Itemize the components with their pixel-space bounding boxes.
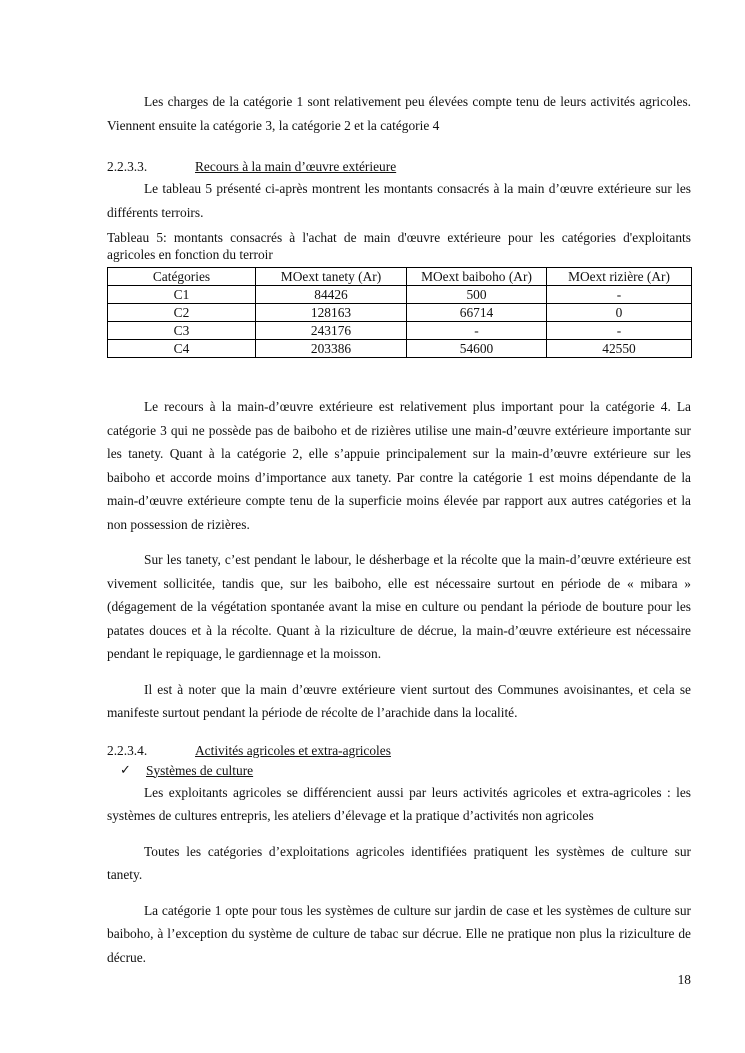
table-cell: 0: [547, 304, 692, 322]
table-cell: 84426: [256, 286, 407, 304]
subsection-heading: [120, 761, 691, 781]
table-cell: C2: [108, 304, 256, 322]
paragraph-categorie-1: La catégorie 1 opte pour tous les systèmes de culture sur jardin de case et les systèmes de culture sur baiboho, à l’exception du système de culture de tabac sur décrue. Elle ne pratique non plus la riziculture de décrue.: [107, 902, 691, 965]
table-cell: 54600: [407, 340, 547, 358]
table-caption: Tableau 5: montants consacrés à l'achat de main d'œuvre extérieure pour les catégories d'exploitants agricoles en fonction du terroir: [107, 230, 691, 262]
section-heading-activites: [107, 741, 691, 761]
section-title: Recours à la main d’œuvre extérieure: [195, 159, 397, 174]
table-row: [108, 286, 692, 304]
paragraph-communes: Il est à noter que la main d’œuvre extérieure vient surtout des Communes avoisinantes, et cela se manifeste surtout pendant la période de récolte de l’arachide dans la localité.: [107, 681, 691, 720]
table-cell: -: [547, 286, 692, 304]
table-row: [108, 340, 692, 358]
paragraph-recours: Le recours à la main-d’œuvre extérieure est relativement plus important pour la catégorie 4. La catégorie 3 qui ne possède pas de baiboho et de rizières utilise une main-d’œuvre extérieure importante sur les tanety. Quant à la catégorie 2, elle s’appuie principalement sur la main-d’œuvre extérieure sur les baiboho et accorde moins d’importance aux tanety. Par contre la catégorie 1 est moins dépendante de la main-d’œuvre extérieure compte tenu de la superficie moins élevée par rapport aux autres catégories et la non possession de rizières.: [107, 399, 691, 532]
table-cell: C4: [108, 340, 256, 358]
table-cell: 66714: [407, 304, 547, 322]
table-cell: -: [407, 322, 547, 340]
table-row: [108, 304, 692, 322]
table-header-row: [108, 268, 692, 286]
table-cell: C1: [108, 286, 256, 304]
paragraph-categories: Toutes les catégories d’exploitations agricoles identifiées pratiquent les systèmes de culture sur tanety.: [107, 843, 691, 882]
table-header-cell: Catégories: [108, 268, 256, 286]
table-cell: 42550: [547, 340, 692, 358]
paragraph-exploitants: Les exploitants agricoles se différencient aussi par leurs activités agricoles et extra-agricoles : les systèmes de cultures entrepris, les ateliers d’élevage et la pratique d’activités non agricoles: [107, 784, 691, 823]
section-title: Activités agricoles et extra-agricoles: [195, 742, 391, 758]
checkmark-icon: ✓: [120, 762, 131, 778]
table-cell: 128163: [256, 304, 407, 322]
table-header-cell: MOext rizière (Ar): [547, 268, 692, 286]
section-heading-recours: [107, 157, 691, 177]
mo-ext-table: [107, 267, 692, 358]
table-header-cell: MOext baiboho (Ar): [407, 268, 547, 286]
document-page: [107, 0, 691, 969]
section-number: 2.2.3.3.: [107, 159, 148, 174]
page-number: 18: [677, 972, 691, 987]
paragraph-intro: Les charges de la catégorie 1 sont relativement peu élevées compte tenu de leurs activités agricoles. Viennent ensuite la catégorie 3, la catégorie 2 et la catégorie 4: [107, 94, 691, 133]
subsection-title: Systèmes de culture: [146, 762, 254, 778]
table-cell: 500: [407, 286, 547, 304]
section-number: 2.2.3.4.: [107, 742, 148, 758]
paragraph-tanety: Sur les tanety, c’est pendant le labour, le désherbage et la récolte que la main-d’œuvre extérieure est vivement sollicitée, tandis que, sur les baiboho, elle est nécessaire surtout en période de « mibara » (dégagement de la végétation spontanée avant la mise en culture ou pendant la période de bouture pour les patates douces et à la récolte. Quant à la riziculture de décrue, la main-d’œuvre extérieure est nécessaire pendant le repiquage, le gardiennage et la moisson.: [107, 552, 691, 661]
table-cell: 243176: [256, 322, 407, 340]
table-header-cell: MOext tanety (Ar): [256, 268, 407, 286]
table-cell: -: [547, 322, 692, 340]
paragraph-table-intro: Le tableau 5 présenté ci-après montrent les montants consacrés à la main d’œuvre extérieure sur les différents terroirs.: [107, 181, 691, 220]
table-cell: 203386: [256, 340, 407, 358]
table-row: [108, 322, 692, 340]
table-cell: C3: [108, 322, 256, 340]
